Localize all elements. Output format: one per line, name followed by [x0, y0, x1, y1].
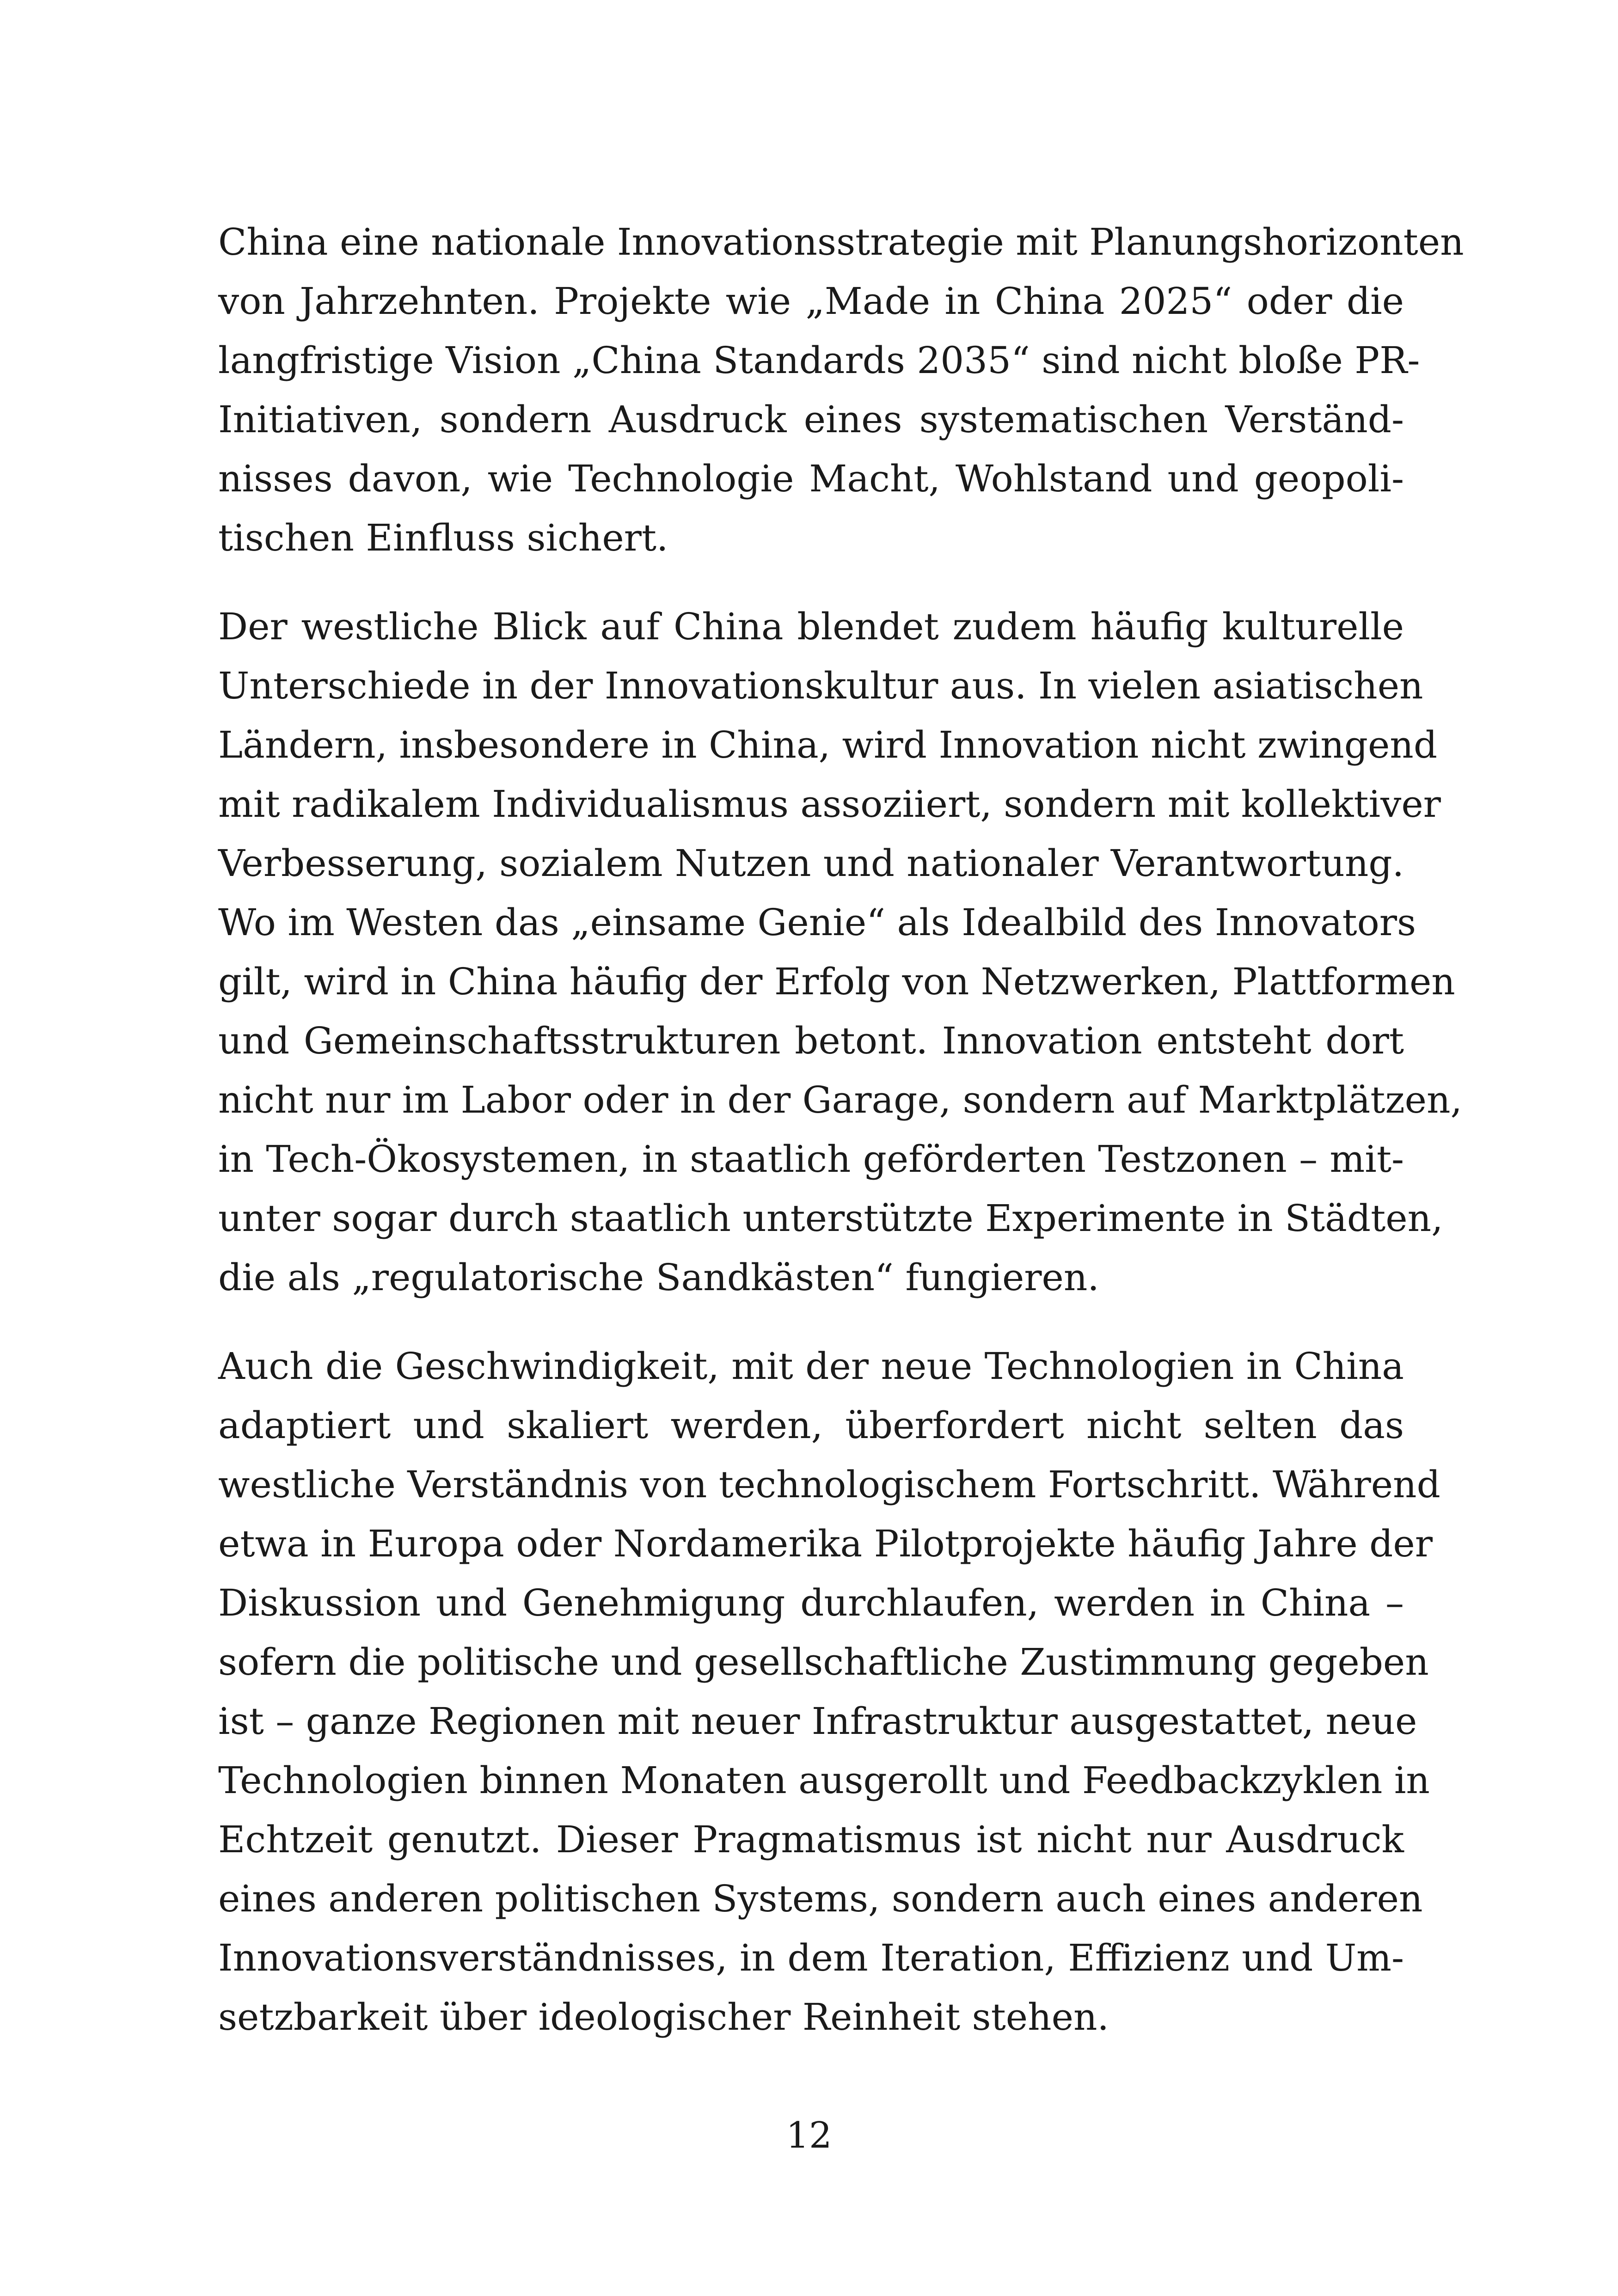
text-line: mit radikalem Individualismus assoziiert, sondern mit kollektiver — [218, 783, 1441, 826]
text-line: und Gemeinschaftsstrukturen betont. Innovation entsteht dort — [218, 1019, 1404, 1062]
text-line: von Jahrzehnten. Projekte wie „Made in China 2025“ oder die — [218, 280, 1404, 323]
paragraph-2 — [218, 597, 1462, 1307]
paragraph-3 — [218, 1337, 1440, 2047]
page-number: 12 — [786, 2115, 832, 2156]
text-line: nisses davon, wie Technologie Macht, Wohlstand und geopoli- — [218, 457, 1404, 500]
text-line: Verbesserung, sozialem Nutzen und nationaler Verantwortung. — [218, 842, 1404, 885]
text-line: sofern die politische und gesellschaftliche Zustimmung gegeben — [218, 1641, 1429, 1684]
text-line: Initiativen, sondern Ausdruck eines systematischen Verständ- — [218, 398, 1404, 441]
body-text — [218, 213, 1464, 2076]
text-line: gilt, wird in China häufig der Erfolg von Netzwerken, Plattformen — [218, 960, 1455, 1003]
text-line: eines anderen politischen Systems, sondern auch eines anderen — [218, 1877, 1423, 1920]
text-line: tischen Einfluss sichert. — [218, 516, 668, 559]
text-line: unter sogar durch staatlich unterstützte Experimente in Städten, — [218, 1197, 1443, 1240]
text-line: in Tech-Ökosystemen, in staatlich geförderten Testzonen – mit- — [218, 1138, 1404, 1181]
text-line: nicht nur im Labor oder in der Garage, sondern auf Marktplätzen, — [218, 1078, 1462, 1121]
paragraph-1 — [218, 213, 1464, 568]
text-line: westliche Verständnis von technologischem Fortschritt. Während — [218, 1463, 1440, 1506]
text-line: Unterschiede in der Innovationskultur aus. In vielen asiatischen — [218, 664, 1423, 707]
text-line: die als „regulatorische Sandkästen“ fungieren. — [218, 1256, 1099, 1299]
text-line: China eine nationale Innovationsstrategie mit Planungshorizonten — [218, 220, 1464, 263]
text-line: Technologien binnen Monaten ausgerollt und Feedbackzyklen in — [218, 1759, 1430, 1802]
text-line: Echtzeit genutzt. Dieser Pragmatismus ist nicht nur Ausdruck — [218, 1818, 1404, 1861]
text-line: Diskussion und Genehmigung durchlaufen, werden in China – — [218, 1581, 1404, 1624]
text-line: ist – ganze Regionen mit neuer Infrastruktur ausgestattet, neue — [218, 1700, 1417, 1743]
text-line: Ländern, insbesondere in China, wird Innovation nicht zwingend — [218, 723, 1438, 766]
text-line: adaptiert und skaliert werden, überfordert nicht selten das — [218, 1404, 1404, 1447]
text-line: Auch die Geschwindigkeit, mit der neue Technologien in China — [218, 1345, 1404, 1388]
text-line: setzbarkeit über ideologischer Reinheit stehen. — [218, 1996, 1109, 2039]
text-line: Der westliche Blick auf China blendet zudem häufig kulturelle — [218, 605, 1404, 648]
text-line: etwa in Europa oder Nordamerika Pilotprojekte häufig Jahre der — [218, 1522, 1433, 1565]
text-line: langfristige Vision „China Standards 2035“ sind nicht bloße PR- — [218, 339, 1420, 382]
text-line: Innovationsverständnisses, in dem Iteration, Effizienz und Um- — [218, 1936, 1404, 1979]
text-line: Wo im Westen das „einsame Genie“ als Idealbild des Innovators — [218, 901, 1416, 944]
